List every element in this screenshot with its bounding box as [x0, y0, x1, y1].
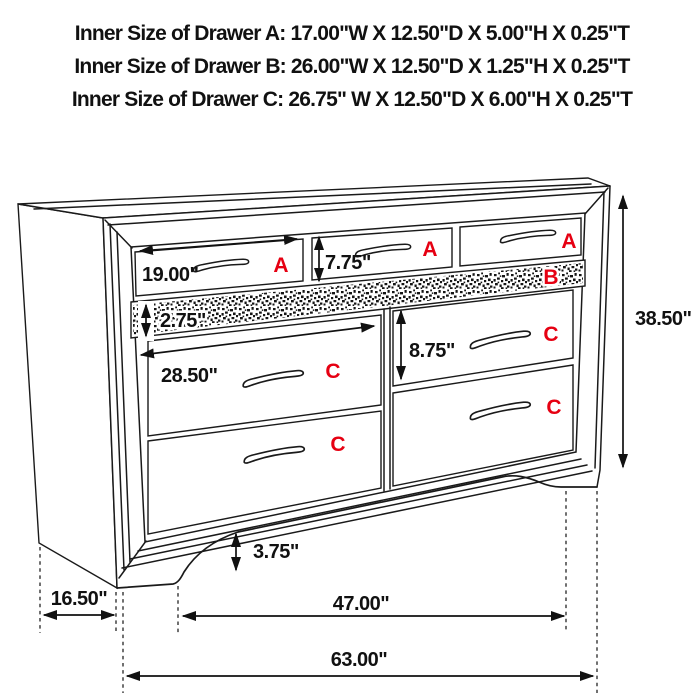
dim-overall-width: 63.00": [330, 649, 388, 671]
dresser-side-panel: [18, 204, 117, 588]
dim-base-height: 3.75": [253, 541, 299, 563]
dresser-drawing: [18, 178, 610, 588]
header-inner-sizes: [72, 22, 633, 111]
header-line-drawer-b: Inner Size of Drawer B: 26.00"W X 12.50"D X 1.25"H X 0.25"T: [74, 55, 630, 78]
label-drawer-c-left-top: C: [325, 360, 341, 383]
dim-drawer-c-front-height: 8.75": [409, 340, 455, 362]
label-drawer-a3: A: [561, 230, 577, 253]
label-drawer-a2: A: [422, 238, 438, 261]
dim-drawer-a-width: 19.00": [142, 264, 199, 286]
header-line-drawer-c: Inner Size of Drawer C: 26.75" W X 12.50"D X 6.00"H X 0.25"T: [71, 88, 633, 111]
dim-side-depth: 16.50": [50, 588, 108, 610]
label-drawer-b: B: [543, 266, 559, 289]
dim-drawer-c-width: 28.50": [161, 365, 218, 387]
label-drawer-c-right-bottom: C: [546, 396, 562, 419]
dim-drawer-a-front-height: 7.75": [325, 252, 371, 274]
dim-feet-span: 47.00": [332, 593, 390, 615]
dim-overall-height: 38.50": [635, 308, 692, 330]
label-drawer-c-left-bottom: C: [330, 433, 346, 456]
header-line-drawer-a: Inner Size of Drawer A: 17.00"W X 12.50"D X 5.00"H X 0.25"T: [74, 22, 630, 45]
label-drawer-a1: A: [273, 254, 289, 277]
dim-drawer-b-front-height: 2.75": [160, 310, 206, 332]
label-drawer-c-right-top: C: [543, 323, 559, 346]
